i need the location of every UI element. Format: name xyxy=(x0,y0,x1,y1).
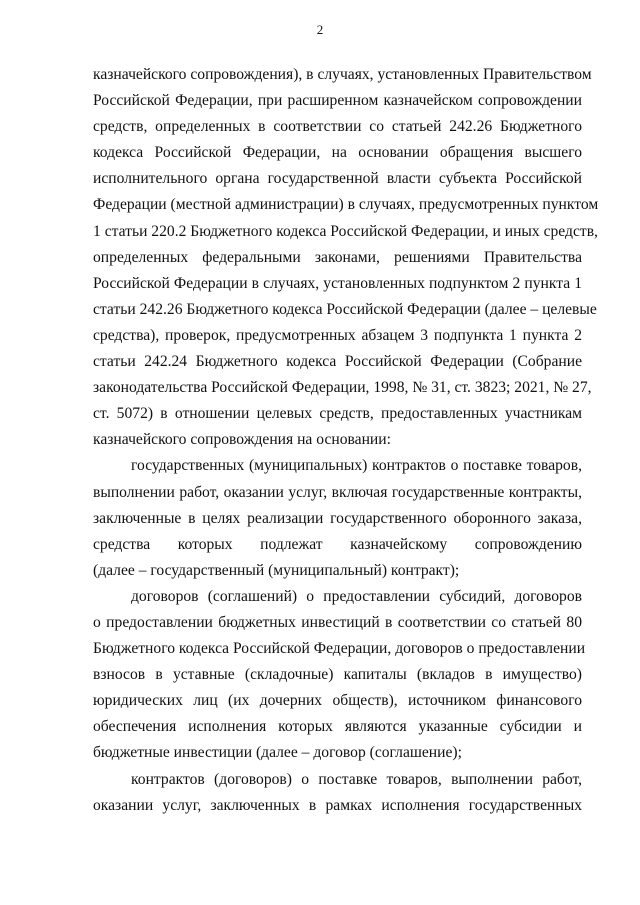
text-line: Бюджетного кодекса Российской Федерации, договоров о предоставлении xyxy=(93,640,586,658)
text-line: статьи 242.24 Бюджетного кодекса Российской Федерации (Собрание xyxy=(93,353,582,371)
text-line: статьи 242.26 Бюджетного кодекса Российской Федерации (далее – целевые xyxy=(93,300,597,318)
text-line: ст. 5072) в отношении целевых средств, предоставленных участникам xyxy=(93,405,582,423)
text-line: средств, определенных в соответствии со статьей 242.26 Бюджетного xyxy=(93,118,582,136)
document-body xyxy=(93,62,599,819)
paragraph-first-line: контрактов (договоров) о поставке товаров, выполнении работ, xyxy=(131,770,582,788)
text-line: кодекса Российской Федерации, на основании обращения высшего xyxy=(93,144,582,162)
text-line: исполнительного органа государственной власти субъекта Российской xyxy=(93,170,582,188)
text-line: казначейского сопровождения), в случаях, установленных Правительством xyxy=(93,66,592,83)
text-line: определенных федеральными законами, решениями Правительства xyxy=(93,248,582,266)
text-line: юридических лиц (их дочерних обществ), источником финансового xyxy=(93,692,582,710)
text-line: заключенные в целях реализации государственного оборонного заказа, xyxy=(93,509,582,527)
paragraph-first-line: государственных (муниципальных) контрактов о поставке товаров, xyxy=(131,457,582,475)
text-line: (далее – государственный (муниципальный) контракт); xyxy=(93,561,460,579)
text-line: казначейского сопровождения на основании: xyxy=(93,431,391,449)
text-line: Российской Федерации, при расширенном казначейском сопровождении xyxy=(93,92,582,110)
paragraph-first-line: договоров (соглашений) о предоставлении субсидий, договоров xyxy=(131,587,582,605)
page-number: 2 xyxy=(316,22,324,37)
text-line: средства которых подлежат казначейскому сопровождению xyxy=(93,535,582,553)
text-line: 1 статьи 220.2 Бюджетного кодекса Российской Федерации, и иных средств, xyxy=(93,222,598,240)
text-line: взносов в уставные (складочные) капиталы (вкладов в имущество) xyxy=(93,666,582,684)
text-line: Российской Федерации в случаях, установленных подпунктом 2 пункта 1 xyxy=(93,274,582,292)
text-line: законодательства Российской Федерации, 1998, № 31, ст. 3823; 2021, № 27, xyxy=(93,379,592,397)
text-line: бюджетные инвестиции (далее – договор (соглашение); xyxy=(93,744,462,762)
text-line: выполнении работ, оказании услуг, включая государственные контракты, xyxy=(93,483,582,501)
text-line: о предоставлении бюджетных инвестиций в соответствии со статьей 80 xyxy=(93,613,582,631)
text-line: средства), проверок, предусмотренных абзацем 3 подпункта 1 пункта 2 xyxy=(93,326,582,344)
text-line: оказании услуг, заключенных в рамках исполнения государственных xyxy=(93,796,582,814)
text-line: обеспечения исполнения которых являются указанные субсидии и xyxy=(93,718,582,736)
text-line: Федерации (местной администрации) в случаях, предусмотренных пунктом xyxy=(93,196,599,214)
